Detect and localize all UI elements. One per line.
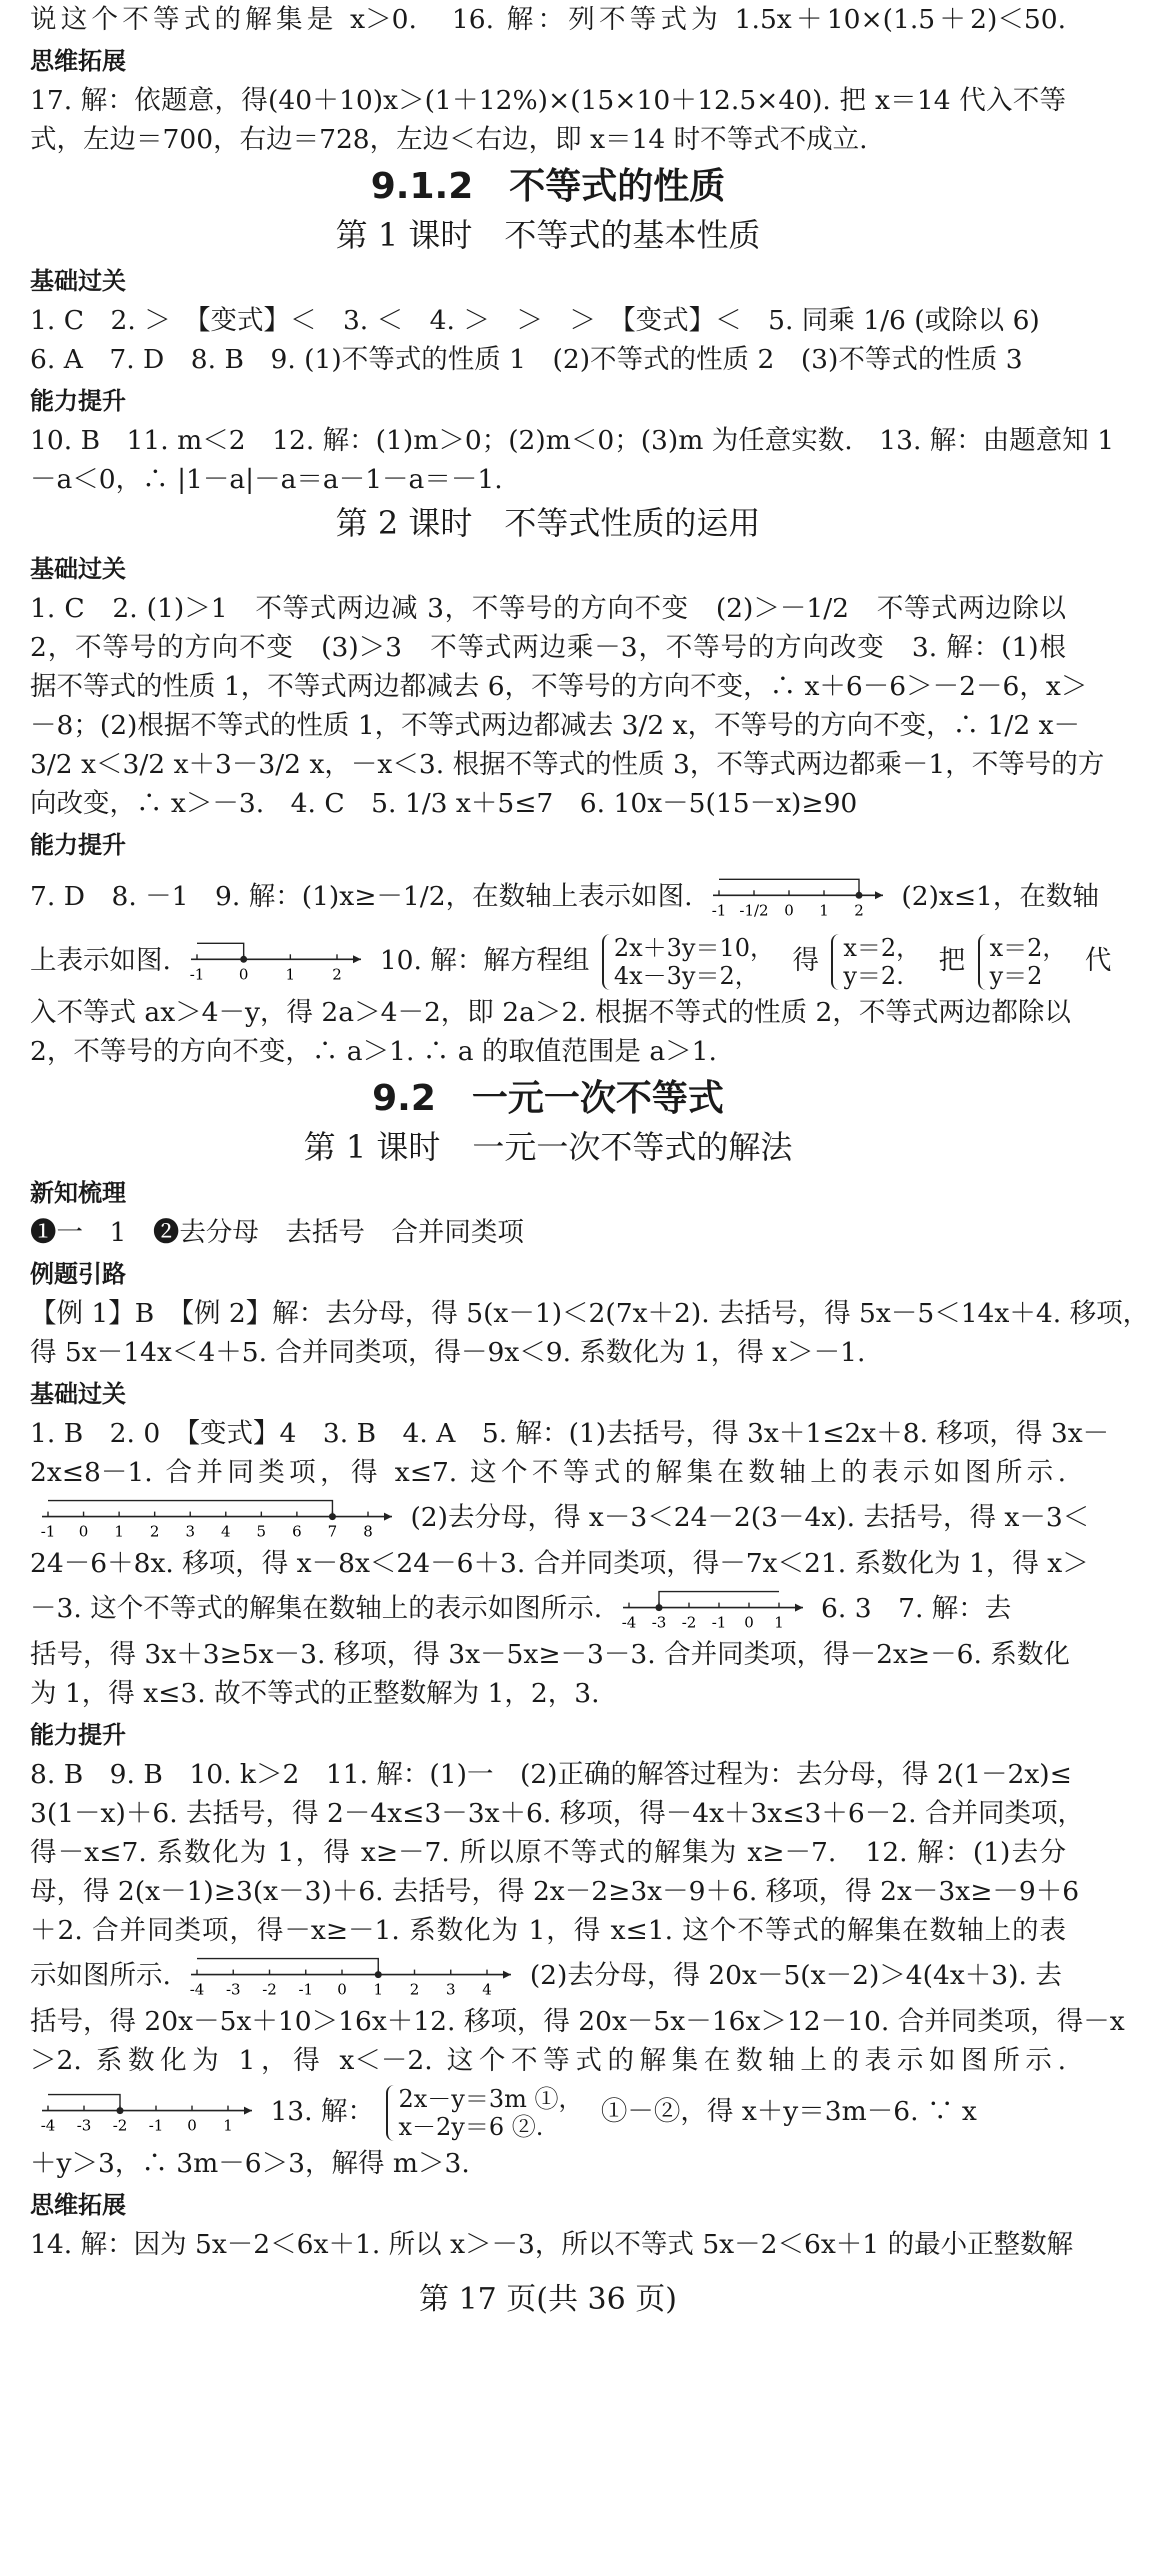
tick-label: 1: [285, 965, 296, 984]
tick-label: 3: [185, 1522, 195, 1541]
text-line: 17. 解：依题意，得(40＋10)x＞(1＋12%)×(15×10＋12.5×40). 把 x＝14 代入不等: [30, 85, 1066, 116]
equation: x－2y＝6 ②.: [398, 2113, 544, 2141]
text-line: 1. B 2. 0 【变式】4 3. B 4. A 5. 解：(1)去括号，得 3x＋1≤2x＋8. 移项，得 3x－: [30, 1418, 1110, 1449]
section-title: 9.1.2 不等式的性质: [370, 166, 726, 207]
tick-label: 0: [743, 1613, 754, 1632]
text-span: (2)去分母，得 20x－5(x－2)＞4(4x＋3). 去: [529, 1960, 1062, 1991]
equation-system: [831, 934, 926, 990]
tick-label: 2: [854, 901, 864, 920]
number-line: [617, 1586, 807, 1634]
text-line: 2，不等号的方向不变 (3)＞3 不等式两边乘－3，不等号的方向改变 3. 解：(1)根: [30, 632, 1066, 663]
text-line: 8. B 9. B 10. k＞2 11. 解：(1)一 (2)正确的解答过程为：去分母，得 2(1－2x)≤: [30, 1759, 1072, 1790]
section-heading: 基础过关: [30, 555, 126, 583]
number-line: [185, 935, 365, 989]
tick-label: 4: [482, 1980, 493, 1999]
solution-ray: [197, 1959, 378, 1975]
text-span: 6. 3 7. 解：去: [821, 1593, 1012, 1624]
text-line: 14. 解：因为 5x－2＜6x＋1. 所以 x＞－3，所以不等式 5x－2＜6x＋1 的最小正整数解: [30, 2229, 1074, 2260]
text-line: 24－6＋8x. 移项，得 x－8x＜24－6＋3. 合并同类项，得－7x＜21. 系数化为 1，得 x＞: [30, 1548, 1089, 1579]
text-line: 括号，得 20x－5x＋10＞16x＋12. 移项，得 20x－5x－16x＞12－10. 合并同类项，得－x: [30, 2006, 1125, 2037]
text-span: (2)去分母，得 x－3＜24－2(3－4x). 去括号，得 x－3＜: [410, 1502, 1090, 1533]
tick-label: 0: [784, 901, 794, 920]
tick-label: -1: [40, 1522, 56, 1541]
text-span: －3. 这个不等式的解集在数轴上的表示如图所示.: [30, 1593, 603, 1624]
text-line: 母，得 2(x－1)≥3(x－3)＋6. 去括号，得 2x－2≥3x－9＋6. 移项，得 2x－3x≥－9＋6: [30, 1876, 1080, 1907]
text-line: [30, 865, 1099, 929]
text-line: [30, 929, 1112, 993]
text-line: 得 5x－14x＜4＋5. 合并同类项，得－9x＜9. 系数化为 1，得 x＞－1.: [30, 1337, 866, 1368]
section-heading: 能力提升: [30, 831, 126, 859]
number-line: [185, 1953, 515, 2001]
text-line: 3/2 x＜3/2 x＋3－3/2 x，－x＜3. 根据不等式的性质 3，不等式两边都乘－1，不等号的方: [30, 749, 1105, 780]
text-line: ＋y＞3，∴ 3m－6＞3，解得 m＞3.: [30, 2148, 470, 2179]
text-line: －8；(2)根据不等式的性质 1，不等式两边都减去 3/2 x，不等号的方向不变，∴ 1/2 x－: [30, 710, 1081, 741]
number-line: [36, 1495, 396, 1543]
text-line: ＞2. 系数化为 1，得 x＜－2. 这个不等式的解集在数轴上的表示如图所示.: [30, 2045, 1066, 2076]
section-heading: 基础过关: [30, 1380, 126, 1408]
endpoint-dot: [855, 892, 862, 899]
number-line: [36, 2089, 256, 2137]
equation: 2x－y＝3m ①，: [398, 2085, 583, 2113]
text-line: 2x≤8－1. 合并同类项，得 x≤7. 这个不等式的解集在数轴上的表示如图所示.: [30, 1457, 1066, 1488]
tick-label: 3: [446, 1980, 456, 1999]
equation-system: [386, 2085, 588, 2141]
endpoint-dot: [655, 1604, 662, 1611]
endpoint-dot: [117, 2107, 124, 2114]
text-line: 向改变，∴ x＞－3. 4. C 5. 1/3 x＋5≤7 6. 10x－5(15－x)≥90: [30, 788, 858, 819]
tick-label: 7: [327, 1522, 338, 1541]
text-span: 上表示如图.: [30, 945, 171, 976]
equation: x＝2，: [989, 934, 1067, 962]
tick-label: 5: [256, 1522, 267, 1541]
axis-arrow-icon: [503, 1971, 511, 1979]
section-heading: 思维拓展: [30, 47, 126, 75]
tick-label: -1: [298, 1980, 314, 1999]
text-span: ①－②，得 x＋y＝3m－6. ∵ x: [600, 2096, 977, 2127]
text-line: 【例 1】B 【例 2】解：去分母，得 5(x－1)＜2(7x＋2). 去括号，得 5x－5＜14x＋4. 移项，: [30, 1298, 1150, 1329]
text-line: 为 1，得 x≤3. 故不等式的正整数解为 1，2，3.: [30, 1678, 600, 1709]
endpoint-dot: [329, 1513, 336, 1520]
text-line: 式，左边＝700，右边＝728，左边＜右边，即 x＝14 时不等式不成立.: [30, 124, 868, 155]
tick-label: 2: [410, 1980, 420, 1999]
axis-arrow-icon: [875, 891, 883, 899]
text-line: 1. C 2. (1)＞1 不等式两边减 3，不等号的方向不变 (2)＞－1/2 不等式两边除以: [30, 593, 1066, 624]
axis-arrow-icon: [795, 1604, 803, 1612]
lesson-title: 第 2 课时 不等式性质的运用: [335, 504, 761, 542]
tick-label: 1: [373, 1980, 384, 1999]
tick-label: 4: [221, 1522, 231, 1541]
section-heading: 新知梳理: [30, 1179, 126, 1207]
tick-label: 2: [149, 1522, 160, 1541]
tick-label: -1: [711, 1613, 726, 1632]
section-heading: 思维拓展: [30, 2191, 126, 2219]
lesson-title: 第 1 课时 不等式的基本性质: [335, 216, 761, 254]
tick-label: -3: [651, 1613, 666, 1632]
endpoint-dot: [375, 1971, 382, 1978]
tick-label: -1/2: [739, 901, 769, 920]
section-heading: 例题引路: [30, 1260, 126, 1288]
text-line: 6. A 7. D 8. B 9. (1)不等式的性质 1 (2)不等式的性质 2 (3)不等式的性质 3: [30, 344, 1023, 375]
equation-system: [978, 934, 1073, 990]
tick-label: -2: [112, 2116, 128, 2135]
text-line: －a＜0，∴ |1－a|－a＝a－1－a＝－1.: [30, 464, 503, 495]
tick-label: 2: [332, 965, 343, 984]
tick-label: 0: [239, 965, 249, 984]
tick-label: -4: [621, 1613, 636, 1632]
tick-label: 6: [292, 1522, 302, 1541]
text-line: [30, 2080, 1066, 2144]
section-heading: 能力提升: [30, 387, 126, 415]
tick-label: -1: [148, 2116, 164, 2135]
text-line: 1. C 2. ＞ 【变式】＜ 3. ＜ 4. ＞ ＞ ＞ 【变式】＜ 5. 同乘 1/6 (或除以 6): [30, 305, 1040, 336]
endpoint-dot: [241, 956, 248, 963]
text-span: 代: [1084, 945, 1112, 976]
tick-label: 0: [78, 1522, 89, 1541]
text-line: 据不等式的性质 1，不等式两边都减去 6，不等号的方向不变，∴ x＋6－6＞－2－6，x＞: [30, 671, 1088, 702]
text-line: 得－x≤7. 系数化为 1，得 x≥－7. 所以原不等式的解集为 x≥－7. 12. 解：(1)去分: [30, 1837, 1066, 1868]
equation: 4x－3y＝2，: [613, 962, 759, 990]
tick-label: -4: [190, 1980, 205, 1999]
text-line: 括号，得 3x＋3≥5x－3. 移项，得 3x－5x≥－3－3. 合并同类项，得－2x≥－6. 系数化: [30, 1639, 1070, 1670]
tick-label: 8: [363, 1522, 373, 1541]
tick-label: 1: [819, 901, 829, 920]
text-line: 2，不等号的方向不变，∴ a＞1. ∴ a 的取值范围是 a＞1.: [30, 1036, 717, 1067]
tick-label: 1: [223, 2116, 233, 2135]
text-span: (2)x≤1，在数轴: [901, 881, 1099, 912]
tick-label: -1: [711, 901, 727, 920]
text-line: 说这个不等式的解集是 x＞0. 16. 解：列不等式为 1.5x＋10×(1.5＋2)＜50.: [30, 4, 1066, 35]
text-span: 7. D 8. －1 9. 解：(1)x≥－1/2，在数轴上表示如图.: [30, 881, 693, 912]
equation: 2x＋3y＝10，: [613, 934, 774, 962]
text-span: 示如图所示.: [30, 1960, 171, 1991]
text-line: 10. B 11. m＜2 12. 解：(1)m＞0；(2)m＜0；(3)m 为任意实数. 13. 解：由题意知 1: [30, 425, 1115, 456]
text-line: [30, 1492, 1090, 1544]
solution-ray: [197, 943, 244, 959]
text-line: ❶一 1 ❷去分母 去括号 合并同类项: [30, 1217, 524, 1248]
equation: y＝2: [989, 962, 1043, 990]
text-line: [30, 1583, 1066, 1635]
tick-label: -2: [262, 1980, 278, 1999]
section-heading: 能力提升: [30, 1721, 126, 1749]
tick-label: -3: [76, 2116, 92, 2135]
axis-arrow-icon: [384, 1513, 392, 1521]
tick-label: 1: [114, 1522, 124, 1541]
page-footer: 第 17 页(共 36 页): [419, 2282, 677, 2317]
equation-system: [602, 934, 780, 990]
axis-arrow-icon: [244, 2107, 252, 2115]
tick-label: 0: [187, 2116, 197, 2135]
tick-label: -1: [190, 965, 205, 984]
section-title: 9.2 一元一次不等式: [372, 1078, 724, 1119]
text-line: 入不等式 ax＞4－y，得 2a＞4－2，即 2a＞2. 根据不等式的性质 2，不等式两边都除以: [30, 997, 1071, 1028]
tick-label: -2: [681, 1613, 696, 1632]
text-span: 把: [938, 945, 966, 976]
tick-label: -3: [226, 1980, 241, 1999]
text-line: ＋2. 合并同类项，得－x≥－1. 系数化为 1，得 x≤1. 这个不等式的解集在数轴上的表: [30, 1915, 1066, 1946]
tick-label: -4: [40, 2116, 56, 2135]
text-span: 得: [792, 945, 819, 976]
text-line: [30, 1950, 1066, 2002]
text-span: 13. 解：: [270, 2096, 375, 2127]
number-line: [707, 871, 887, 925]
axis-arrow-icon: [353, 955, 361, 963]
equation: y＝2.: [843, 962, 904, 990]
tick-label: 1: [773, 1613, 784, 1632]
lesson-title: 第 1 课时 一元一次不等式的解法: [303, 1128, 793, 1166]
equation: x＝2，: [843, 934, 921, 962]
tick-label: 0: [337, 1980, 348, 1999]
section-heading: 基础过关: [30, 267, 126, 295]
text-line: 3(1－x)＋6. 去括号，得 2－4x≤3－3x＋6. 移项，得－4x＋3x≤3＋6－2. 合并同类项，: [30, 1798, 1084, 1829]
text-span: 10. 解：解方程组: [379, 945, 590, 976]
